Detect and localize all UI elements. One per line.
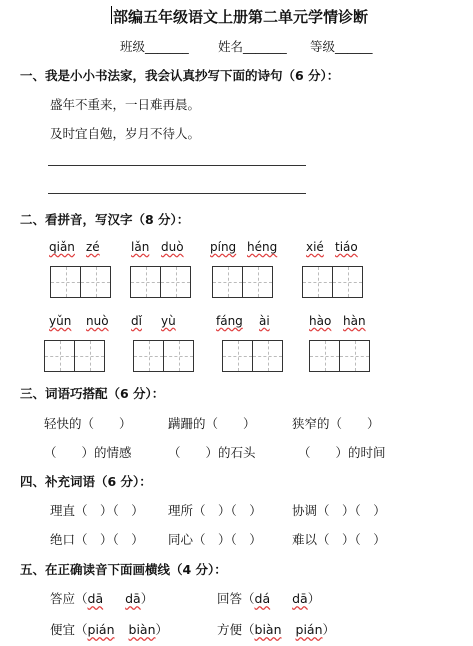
pinyin: zé: [86, 240, 100, 254]
writing-grid: [212, 266, 273, 298]
pronunciation-item: 方便（biàn pián）: [217, 622, 336, 637]
pinyin: qiǎn: [49, 240, 75, 254]
section-2-heading: 二、看拼音，写汉字（8 分）：: [20, 212, 190, 227]
grade-field: 等级______: [310, 39, 373, 54]
section-1-heading: 一、我是小小书法家，我会认真抄写下面的诗句（6 分）：: [20, 68, 340, 83]
poem-line-2: 及时宜自勉，岁月不待人。: [50, 126, 201, 141]
section-5-heading: 五、在正确读音下面画横线（4 分）：: [20, 562, 227, 577]
writing-grid: [130, 266, 191, 298]
pinyin: fáng: [216, 314, 243, 328]
writing-line-2: [48, 193, 306, 194]
writing-grid: [50, 266, 111, 298]
fill-item: （ ）的时间: [298, 445, 386, 460]
fill-item: 绝口（ ）（ ）: [50, 532, 144, 547]
pinyin-option: biàn: [254, 622, 282, 637]
writing-grid: [222, 340, 283, 372]
page-title: 部编五年级语文上册第二单元学情诊断: [113, 8, 369, 26]
pinyin: píng: [210, 240, 237, 254]
word: 方便（: [217, 622, 255, 637]
pinyin: lǎn: [131, 240, 150, 254]
pronunciation-item: 回答（dá dā）: [217, 591, 321, 606]
word: 答应（: [50, 591, 88, 606]
fill-item: 理直（ ）（ ）: [50, 503, 144, 518]
pinyin: duò: [161, 240, 184, 254]
text-cursor: [111, 6, 112, 24]
pinyin-option: biàn: [128, 622, 156, 637]
word: 便宜（: [50, 622, 88, 637]
fill-item: 同心（ ）（ ）: [168, 532, 262, 547]
fill-item: 难以（ ）（ ）: [292, 532, 386, 547]
fill-item: 理所（ ）（ ）: [168, 503, 262, 518]
pronunciation-item: 便宜（pián biàn）: [50, 622, 169, 637]
pinyin: hàn: [343, 314, 366, 328]
word: 回答（: [217, 591, 255, 606]
writing-grid: [302, 266, 363, 298]
poem-line-1: 盛年不重来，一日难再晨。: [50, 97, 201, 112]
fill-item: 蹒跚的（ ）: [168, 416, 256, 431]
pinyin: héng: [247, 240, 278, 254]
name-field: 姓名_______: [218, 39, 287, 54]
fill-item: 协调（ ）（ ）: [292, 503, 386, 518]
section-4-heading: 四、补充词语（6 分）：: [20, 474, 152, 489]
fill-item: （ ）的石头: [168, 445, 256, 460]
pinyin: dǐ: [131, 314, 142, 328]
fill-item: 狭窄的（ ）: [292, 416, 380, 431]
pinyin: ài: [259, 314, 270, 328]
fill-item: （ ）的情感: [44, 445, 132, 460]
writing-grid: [44, 340, 105, 372]
pinyin: hào: [309, 314, 332, 328]
pinyin: xié: [306, 240, 324, 254]
fill-item: 轻快的（ ）: [44, 416, 132, 431]
pinyin: yù: [161, 314, 176, 328]
class-field: 班级_______: [120, 39, 189, 54]
pinyin-option: dā: [292, 591, 308, 606]
writing-line-1: [48, 165, 306, 166]
pinyin-option: pián: [295, 622, 323, 637]
writing-grid: [133, 340, 194, 372]
section-3-heading: 三、词语巧搭配（6 分）：: [20, 386, 165, 401]
pinyin-option: dá: [254, 591, 271, 606]
pinyin-option: dā: [125, 591, 141, 606]
pinyin-option: pián: [87, 622, 115, 637]
pinyin: tiáo: [335, 240, 358, 254]
pinyin-option: dā: [87, 591, 104, 606]
pinyin: nuò: [86, 314, 109, 328]
writing-grid: [309, 340, 370, 372]
pronunciation-item: 答应（dā dā）: [50, 591, 154, 606]
pinyin: yǔn: [49, 314, 72, 328]
